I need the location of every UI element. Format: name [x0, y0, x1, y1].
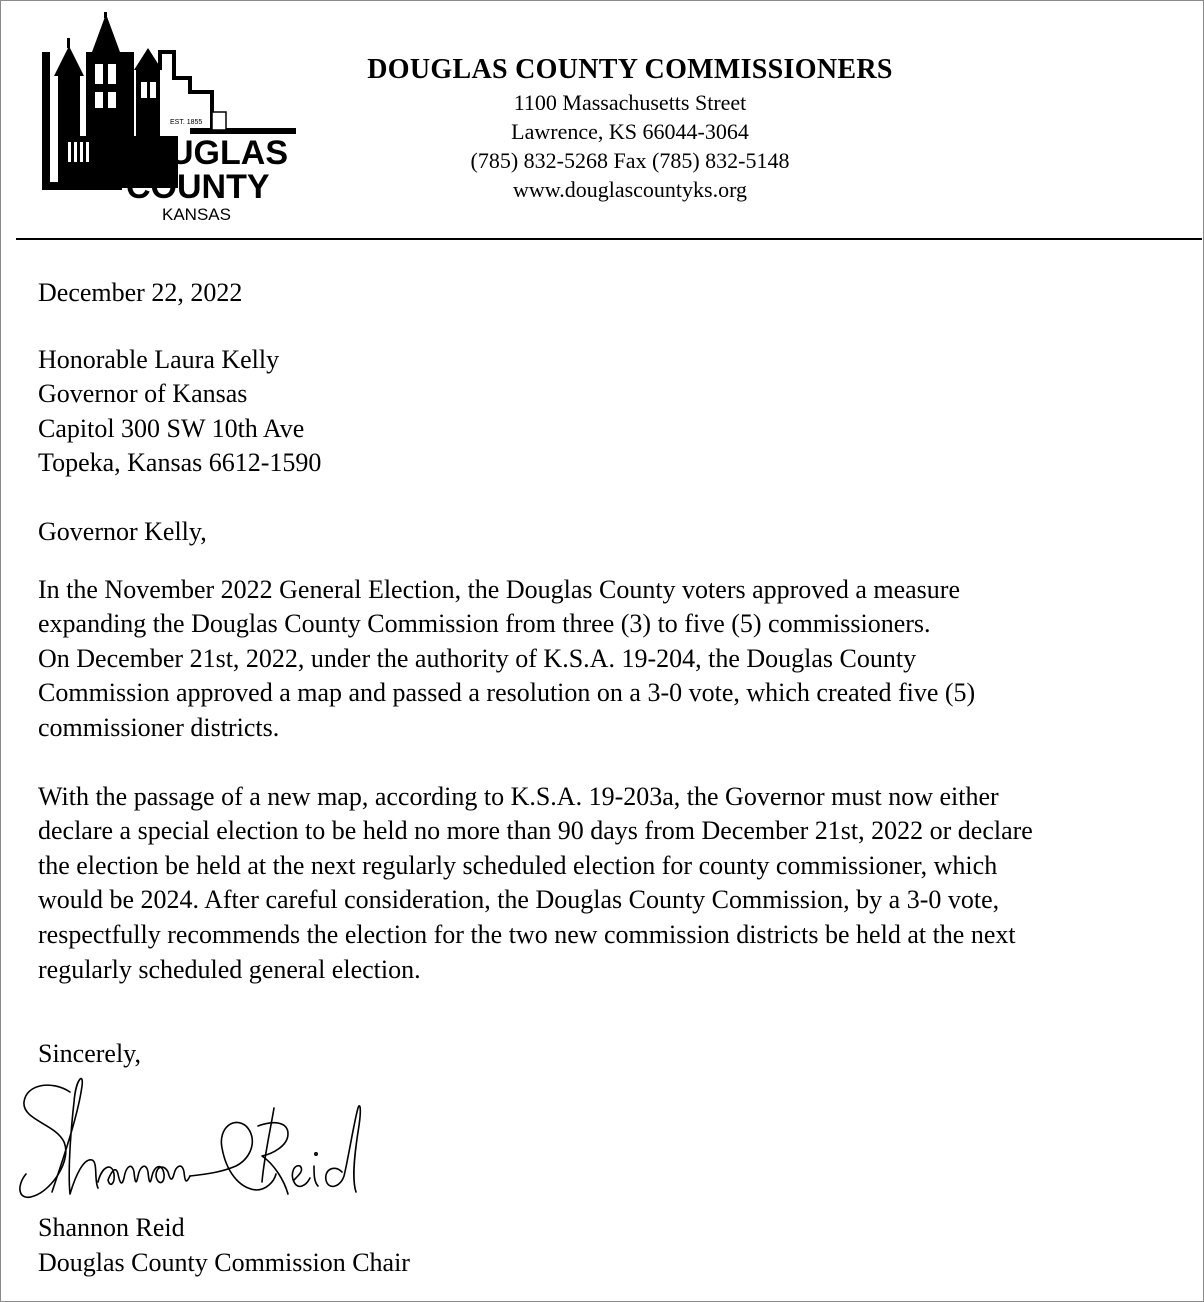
closing: Sincerely,	[38, 1039, 141, 1068]
header-divider	[16, 238, 1202, 240]
signature-text: Shannon Reid	[12, 1062, 18, 1063]
paragraph-line: the election be held at the next regularly scheduled election for county commissioner, which	[38, 850, 998, 880]
logo-established: EST. 1855	[170, 119, 203, 126]
recipient-line: Governor of Kansas	[38, 379, 248, 409]
letterhead	[330, 52, 930, 204]
paragraph-line: Commission approved a map and passed a resolution on a 3-0 vote, which created five (5)	[38, 678, 976, 708]
paragraph-line: would be 2024. After careful consideration, the Douglas County Commission, by a 3-0 vote,	[38, 885, 1000, 915]
recipient-block	[38, 343, 1198, 481]
paragraph-line: In the November 2022 General Election, the Douglas County voters approved a measure	[38, 574, 960, 604]
logo-word-douglas: DOUGLAS	[118, 134, 288, 172]
letter-body	[38, 276, 1198, 987]
paragraph-2	[38, 780, 1198, 988]
recipient-line: Honorable Laura Kelly	[38, 344, 280, 374]
address-line-1: 1100 Massachusetts Street	[513, 90, 747, 115]
paragraph-line: With the passage of a new map, according to K.S.A. 19-203a, the Governor must now either	[38, 781, 999, 811]
paragraph-1	[38, 573, 1198, 746]
signer-title: Douglas County Commission Chair	[38, 1247, 410, 1277]
recipient-line: Topeka, Kansas 6612-1590	[38, 448, 322, 478]
signer-name: Shannon Reid	[38, 1213, 185, 1242]
website: www.douglascountyks.org	[512, 177, 748, 202]
logo-word-county: COUNTY	[126, 168, 270, 206]
paragraph-line: regularly scheduled general election.	[38, 954, 421, 984]
douglas-county-logo	[40, 12, 298, 224]
logo-word-kansas: KANSAS	[162, 205, 231, 224]
recipient-line: Capitol 300 SW 10th Ave	[38, 413, 305, 443]
paragraph-line: respectfully recommends the election for the two new commission districts be held at the next	[38, 919, 1016, 949]
paragraph-line: expanding the Douglas County Commission from three (3) to five (5) commissioners.	[38, 609, 931, 639]
letter-date: December 22, 2022	[38, 278, 243, 307]
paragraph-line: declare a special election to be held no more than 90 days from December 21st, 2022 or declare	[38, 816, 1033, 846]
paragraph-line: commissioner districts.	[38, 712, 280, 742]
handwritten-signature	[12, 1062, 382, 1220]
salutation: Governor Kelly,	[38, 516, 207, 546]
paragraph-line: On December 21st, 2022, under the authority of K.S.A. 19-204, the Douglas County	[38, 643, 917, 673]
signer-block	[38, 1211, 410, 1280]
phone-fax: (785) 832-5268 Fax (785) 832-5148	[470, 148, 790, 173]
organization-name: DOUGLAS COUNTY COMMISSIONERS	[367, 54, 893, 85]
address-line-2: Lawrence, KS 66044-3064	[511, 119, 749, 144]
